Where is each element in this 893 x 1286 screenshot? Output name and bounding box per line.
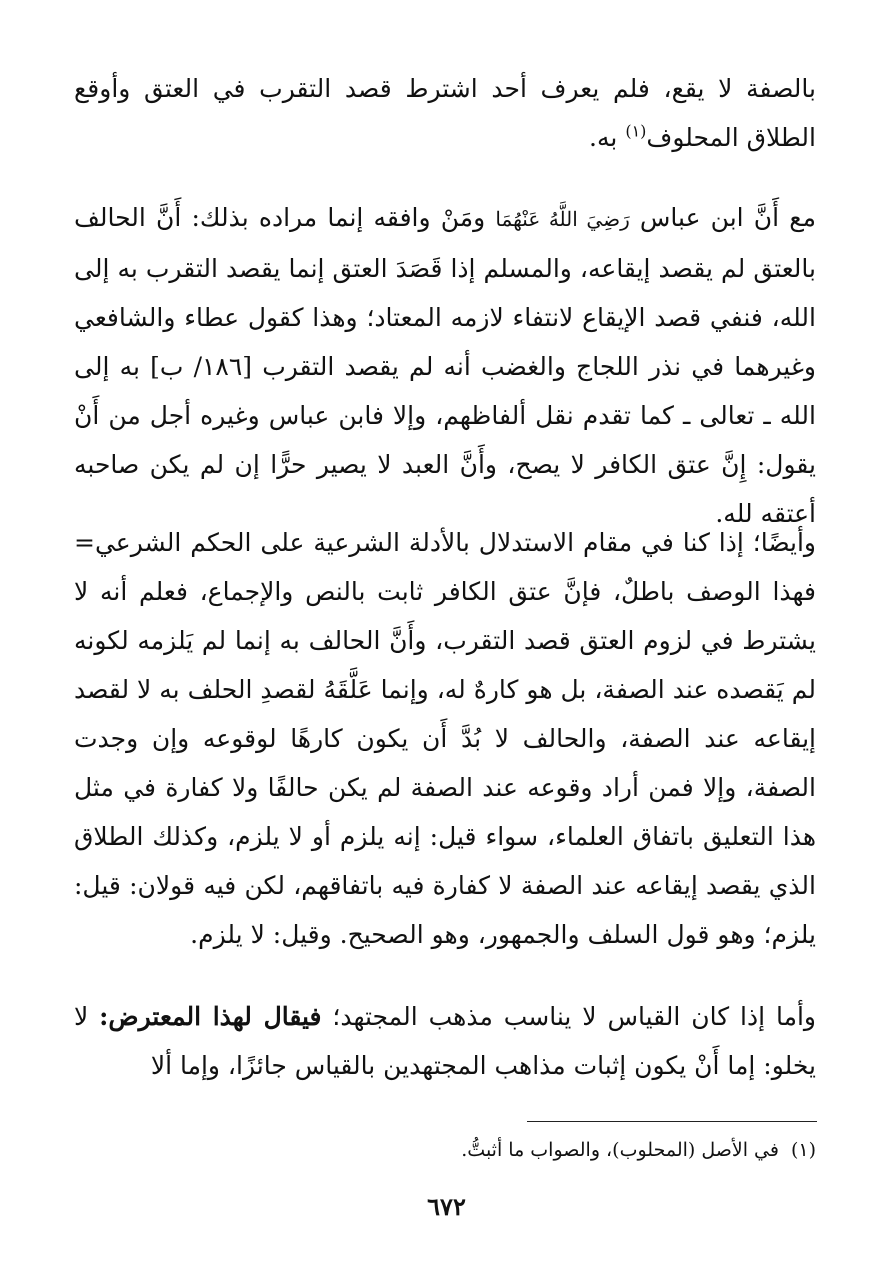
paragraph-3-text: وأيضًا؛ إذا كنا في مقام الاستدلال بالأدلة الشرعية على الحكم الشرعي= فهذا الوصف باطلٌ، فإنَّ عتق الكافر ثابت بالنص والإجماع، فعلم أنه لا يشترط في لزوم العتق قصد التقرب، وأَنَّ الحالف به إنما لم يَلزمه لكونه لم يَقصده عند الصفة، بل هو كارهٌ له، وإنما عَلَّقَهُ لقصدِ الحلف به لا لقصد إيقاعه عند الصفة، والحالف لا بُدَّ أَن يكون كارهًا لوقوعه وإن وجدت الصفة، وإلا فمن أراد وقوعه عند الصفة لم يكن حالفًا ولا كفارة في مثل هذا التعليق باتفاق العلماء، سواء قيل: إنه يلزم أو لا يلزم، وكذلك الطلاق الذي يقصد إيقاعه عند الصفة لا كفارة فيه باتفاقهم، لكن فيه قولان: قيل: يلزم؛ وهو قول السلف والجمهور، وهو الصحيح. وقيل: لا يلزم.: [74, 528, 816, 949]
footnote-separator: [527, 1121, 817, 1122]
page-number: ٦٧٢: [427, 1192, 466, 1221]
paragraph-4-bold-phrase: فيقال لهذا المعترض:: [99, 1002, 322, 1031]
paragraph-1-tail: به.: [589, 123, 626, 152]
paragraph-4-opening: وأما إذا كان القياس لا يناسب مذهب المجتهد؛: [321, 1002, 816, 1031]
paragraph-2: [74, 193, 816, 538]
paragraph-4-body: لا يخلو: إما أَنْ يكون إثبات مذاهب المجتهدين بالقياس جائزًا، وإما ألا: [74, 1002, 816, 1080]
paragraph-4: [74, 992, 816, 1090]
paragraph-2-opening: مع أَنَّ ابن عباس: [629, 203, 816, 232]
honorific-phrase: رَضِيَ اللَّهُ عَنْهُمَا: [495, 207, 630, 231]
footnote-number: (١): [790, 1139, 816, 1161]
footnote: [74, 1133, 816, 1167]
paragraph-1-text: بالصفة لا يقع، فلم يعرف أحد اشترط قصد التقرب في العتق وأوقع الطلاق المحلوف: [74, 74, 816, 152]
paragraph-3: [74, 518, 816, 959]
footnote-reference: (١): [625, 121, 647, 141]
paragraph-2-body: ومَنْ وافقه إنما مراده بذلك: أَنَّ الحالف بالعتق لم يقصد إيقاعه، والمسلم إذا قَصَدَ العتق إنما يقصد التقرب به إلى الله، فنفي قصد الإيقاع لانتفاء لازمه المعتاد؛ وهذا كقول عطاء والشافعي وغيرهما في نذر اللجاج والغضب أنه لم يقصد التقرب [١٨٦/ ب] به إلى الله ـ تعالى ـ كما تقدم نقل ألفاظهم، وإلا فابن عباس وغيره أجل من أَنْ يقول: إِنَّ عتق الكافر لا يصح، وأَنَّ العبد لا يصير حرًّا إن لم يكن صاحبه أعتقه لله.: [74, 203, 816, 528]
paragraph-1: [74, 64, 816, 162]
footnote-text: في الأصل (المحلوب)، والصواب ما أثبتُّ.: [461, 1139, 779, 1161]
